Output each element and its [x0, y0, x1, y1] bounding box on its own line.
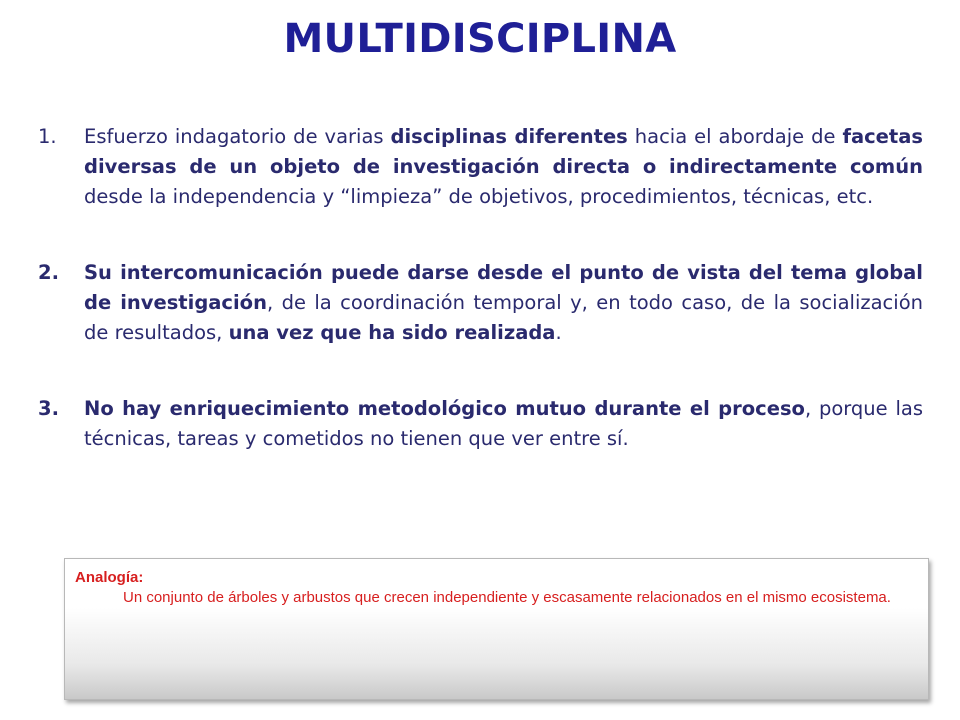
analogy-text: Un conjunto de árboles y arbustos que crecen independiente y escasamente relacionados en el mismo ecosistema. [123, 589, 891, 606]
analogy-box [64, 558, 929, 700]
item-number: 3. [38, 397, 59, 420]
list-item [38, 258, 923, 348]
text-segment: desde la independencia y “limpieza” de objetivos, procedimientos, técnicas, etc. [84, 185, 874, 208]
text-segment: Esfuerzo indagatorio de varias [84, 125, 391, 148]
text-segment-bold: facetas diversas de un objeto de investigación directa o indirectamente común [84, 125, 923, 178]
item-text [84, 258, 923, 348]
slide-title: MULTIDISCIPLINA [283, 16, 677, 62]
text-segment: hacia el abordaje de [627, 125, 843, 148]
item-number: 1. [38, 125, 57, 148]
text-segment-bold: No hay enriquecimiento metodológico mutuo durante el proceso [84, 397, 805, 420]
analogy-label: Analogía: [75, 569, 144, 586]
text-segment: , de la coordinación temporal y, en todo caso, de la socialización de resultados, [84, 291, 923, 344]
text-segment-bold: Su intercomunicación puede darse desde el punto de vista del tema global de investigación [84, 261, 923, 314]
list-item [38, 122, 923, 212]
text-segment-bold: una vez que ha sido realizada [228, 321, 556, 344]
list-item [38, 394, 923, 454]
item-text [84, 122, 923, 212]
text-segment: , porque las técnicas, tareas y cometidos no tienen que ver entre sí. [84, 397, 923, 450]
item-text [84, 394, 923, 454]
item-number: 2. [38, 261, 59, 284]
numbered-list [38, 122, 923, 500]
text-segment: . [555, 321, 562, 344]
text-segment-bold: disciplinas diferentes [390, 125, 628, 148]
